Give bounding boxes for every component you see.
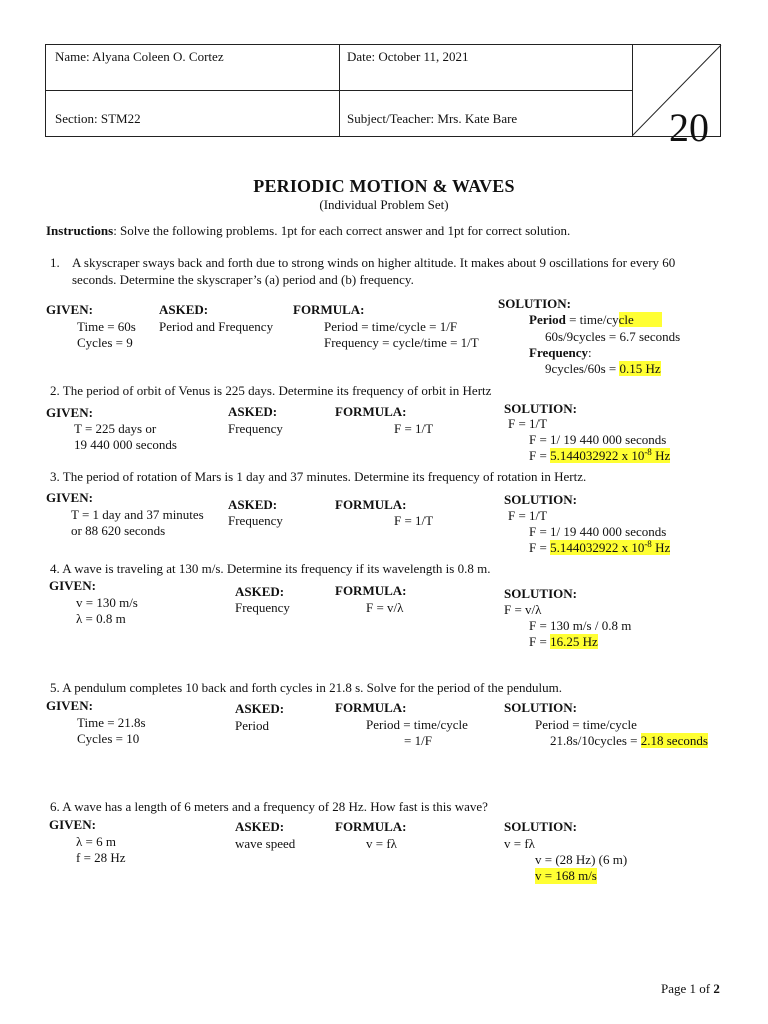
section: Section: STM22 — [55, 111, 141, 126]
q3-answer-unit: Hz — [651, 540, 671, 555]
q2-solution-label: SOLUTION: — [504, 401, 577, 416]
q4-given-1: v = 130 m/s — [76, 595, 138, 610]
q4-text: 4. A wave is traveling at 130 m/s. Determine its frequency if its wavelength is 0.8 m. — [50, 561, 491, 576]
q3-sol-1: F = 1/T — [508, 508, 548, 523]
q3-given-1: T = 1 day and 37 minutes — [71, 507, 204, 522]
q1-formula-label: FORMULA: — [293, 302, 365, 317]
q2-sol-3 — [529, 448, 670, 465]
q2-asked-label: ASKED: — [228, 404, 278, 419]
q3-asked: Frequency — [228, 513, 283, 528]
q6-solution-label: SOLUTION: — [504, 819, 577, 834]
q1-given-1: Time = 60s — [77, 319, 136, 334]
q2-given-2: 19 440 000 seconds — [74, 437, 177, 452]
q6-answer: v = 168 m/s — [535, 868, 597, 883]
q5-sol-1: Period = time/cycle — [535, 717, 637, 732]
q3-asked-label: ASKED: — [228, 497, 278, 512]
q5-asked: Period — [235, 718, 269, 733]
q5-solution-label: SOLUTION: — [504, 700, 577, 715]
q4-given-label: GIVEN: — [49, 578, 96, 593]
q6-formula-label: FORMULA: — [335, 819, 407, 834]
instructions-label: Instructions — [46, 223, 114, 238]
q1-text-line1: A skyscraper sways back and forth due to strong winds on higher altitude. It makes about 9 oscillations for every 60 — [72, 255, 676, 270]
q5-given-label: GIVEN: — [46, 698, 93, 713]
q2-answer — [550, 448, 670, 463]
instructions — [46, 223, 570, 239]
q3-given-2: or 88 620 seconds — [71, 523, 166, 538]
q3-sol-3 — [529, 540, 670, 557]
q4-formula: F = v/λ — [366, 600, 404, 615]
q3-answer — [550, 540, 670, 555]
q1-number: 1. — [50, 255, 60, 270]
q1-text-line2: seconds. Determine the skyscraper’s (a) period and (b) frequency. — [72, 272, 414, 287]
q5-sol-2-prefix: 21.8s/10cycles = — [550, 733, 641, 748]
q3-sol-3-prefix: F = — [529, 540, 551, 555]
q3-formula: F = 1/T — [394, 513, 434, 528]
q2-formula-label: FORMULA: — [335, 404, 407, 419]
q6-asked-label: ASKED: — [235, 819, 285, 834]
q3-text: 3. The period of rotation of Mars is 1 day and 37 minutes. Determine its frequency of rotation in Hertz. — [50, 469, 587, 484]
q1-sol-period-calc: 60s/9cycles = 6.7 seconds — [545, 329, 681, 344]
q2-given-1: T = 225 days or — [74, 421, 157, 436]
q1-sol-freq-calc — [545, 361, 661, 377]
q2-formula: F = 1/T — [394, 421, 434, 436]
q6-given-2: f = 28 Hz — [76, 850, 126, 865]
q3-solution-label: SOLUTION: — [504, 492, 577, 507]
q3-sol-2: F = 1/ 19 440 000 seconds — [529, 524, 667, 539]
page-number-prefix: Page 1 of — [661, 981, 714, 996]
q1-formula-1: Period = time/cycle = 1/F — [324, 319, 458, 334]
q2-sol-3-prefix: F = — [529, 448, 551, 463]
q4-asked: Frequency — [235, 600, 290, 615]
page-subtitle: (Individual Problem Set) — [319, 197, 449, 212]
q5-given-2: Cycles = 10 — [77, 731, 140, 746]
q3-answer-value: 5.144032922 x 10 — [550, 540, 645, 555]
q4-given-2: λ = 0.8 m — [76, 611, 126, 626]
q6-sol-2: v = (28 Hz) (6 m) — [535, 852, 628, 867]
q1-sol-period-a: = time/cy — [565, 312, 619, 327]
q4-answer: 16.25 Hz — [550, 634, 598, 649]
q4-sol-2: F = 130 m/s / 0.8 m — [529, 618, 632, 633]
q2-answer-unit: Hz — [651, 448, 671, 463]
q2-answer-value: 5.144032922 x 10 — [550, 448, 645, 463]
q4-sol-3 — [529, 634, 598, 650]
q1-sol-period — [529, 312, 662, 328]
q3-answer-exponent: -8 — [644, 539, 652, 549]
q2-sol-2: F = 1/ 19 440 000 seconds — [529, 432, 667, 447]
q2-sol-1: F = 1/T — [508, 416, 548, 431]
q6-given-1: λ = 6 m — [76, 834, 116, 849]
date: Date: October 11, 2021 — [347, 49, 469, 64]
q6-given-label: GIVEN: — [49, 817, 96, 832]
q5-formula-1: Period = time/cycle — [366, 717, 468, 732]
q1-sol-period-label: Period — [529, 312, 566, 327]
header-table — [45, 44, 721, 137]
q1-given-2: Cycles = 9 — [77, 335, 133, 350]
q5-sol-2 — [550, 733, 708, 749]
instructions-text: : Solve the following problems. 1pt for each correct answer and 1pt for correct solution. — [113, 223, 571, 238]
q1-sol-freq-expr: 9cycles/60s = — [545, 361, 620, 376]
subject-teacher: Subject/Teacher: Mrs. Kate Bare — [347, 111, 518, 126]
q5-formula-2: = 1/F — [404, 733, 432, 748]
q2-given-label: GIVEN: — [46, 405, 93, 420]
q1-asked-label: ASKED: — [159, 302, 209, 317]
q5-text: 5. A pendulum completes 10 back and forth cycles in 21.8 s. Solve for the period of the pendulum. — [50, 680, 562, 695]
page-number — [661, 981, 720, 997]
page-title: PERIODIC MOTION & WAVES — [253, 176, 515, 196]
q5-formula-label: FORMULA: — [335, 700, 407, 715]
q6-text: 6. A wave has a length of 6 meters and a frequency of 28 Hz. How fast is this wave? — [50, 799, 488, 814]
q5-answer: 2.18 seconds — [640, 733, 708, 748]
q3-formula-label: FORMULA: — [335, 497, 407, 512]
q1-answer: 0.15 Hz — [619, 361, 661, 376]
q4-asked-label: ASKED: — [235, 584, 285, 599]
q1-asked: Period and Frequency — [159, 319, 274, 334]
q4-sol-3-prefix: F = — [529, 634, 551, 649]
q4-sol-1: F = v/λ — [504, 602, 542, 617]
q1-sol-freq-label: Frequency — [529, 345, 588, 360]
q1-solution-label: SOLUTION: — [498, 296, 571, 311]
q1-sol-freq-colon: : — [587, 345, 592, 360]
q4-solution-label: SOLUTION: — [504, 586, 577, 601]
q5-given-1: Time = 21.8s — [77, 715, 146, 730]
q6-sol-1: v = fλ — [504, 836, 535, 851]
q1-sol-freq — [529, 345, 592, 361]
q1-given-label: GIVEN: — [46, 302, 93, 317]
q1-formula-2: Frequency = cycle/time = 1/T — [324, 335, 479, 350]
page-total: 2 — [713, 981, 720, 996]
q6-formula: v = fλ — [366, 836, 397, 851]
header-divider — [46, 90, 632, 91]
q1-sol-period-b: cle — [619, 312, 662, 327]
q5-asked-label: ASKED: — [235, 701, 285, 716]
q6-asked: wave speed — [235, 836, 296, 851]
student-name: Name: Alyana Coleen O. Cortez — [55, 49, 224, 64]
score: 20 — [669, 105, 709, 150]
q2-text: 2. The period of orbit of Venus is 225 days. Determine its frequency of orbit in Hertz — [50, 383, 492, 398]
q2-answer-exponent: -8 — [644, 447, 652, 457]
q4-formula-label: FORMULA: — [335, 583, 407, 598]
q2-asked: Frequency — [228, 421, 283, 436]
q3-given-label: GIVEN: — [46, 490, 93, 505]
